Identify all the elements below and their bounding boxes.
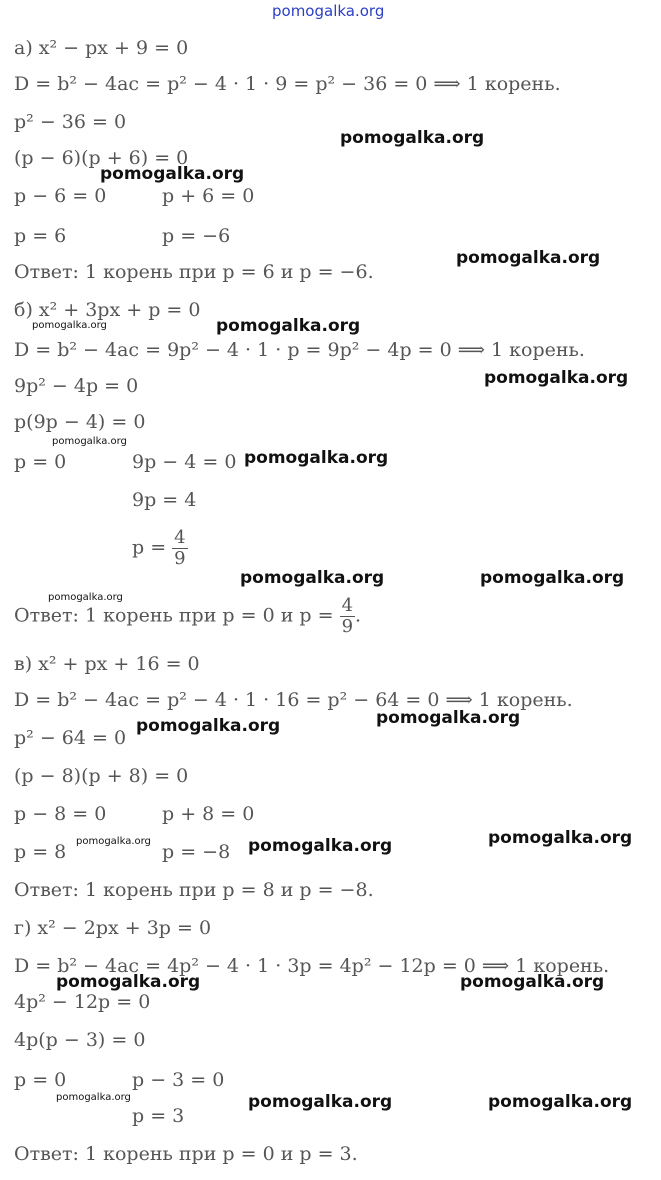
part-c-step4-left: p = 8 — [14, 841, 67, 863]
part-a-step3-right: p + 6 = 0 — [162, 185, 255, 207]
fraction-numerator: 4 — [174, 527, 186, 548]
part-b-step2: p(9p − 4) = 0 — [14, 411, 146, 433]
part-d-equation: г) x² − 2px + 3p = 0 — [14, 917, 212, 939]
watermark-header: pomogalka.org — [272, 2, 385, 20]
watermark: pomogalka.org — [340, 128, 485, 148]
watermark: pomogalka.org — [136, 716, 281, 736]
part-d-step2: 4p(p − 3) = 0 — [14, 1029, 146, 1051]
part-b-step3-left: p = 0 — [14, 451, 67, 473]
part-b-step4: 9p = 4 — [132, 489, 197, 511]
watermark: pomogalka.org — [216, 316, 361, 336]
part-d-step3-left: p = 0 — [14, 1069, 67, 1091]
part-d-discriminant: D = b² − 4ac = 4p² − 4 · 1 · 3p = 4p² − 12p = 0 ⟹ 1 корень. — [14, 955, 610, 977]
fraction-denominator: 9 — [174, 548, 186, 569]
watermark: pomogalka.org — [376, 708, 521, 728]
watermark: pomogalka.org — [248, 836, 393, 856]
fraction-numerator: 4 — [341, 595, 354, 616]
part-c-step3-right: p + 8 = 0 — [162, 803, 255, 825]
part-a-discriminant: D = b² − 4ac = p² − 4 · 1 · 9 = p² − 36 = 0 ⟹ 1 корень. — [14, 73, 561, 95]
part-b-equation: б) x² + 3px + p = 0 — [14, 299, 201, 321]
part-a-step2: (p − 6)(p + 6) = 0 — [14, 147, 189, 169]
part-d-step4: p = 3 — [132, 1105, 185, 1127]
watermark: pomogalka.org — [488, 1092, 633, 1112]
part-c-discriminant: D = b² − 4ac = p² − 4 · 1 · 16 = p² − 64 = 0 ⟹ 1 корень. — [14, 689, 573, 711]
part-a-equation: а) x² − px + 9 = 0 — [14, 37, 189, 59]
part-b-step3-right: 9p − 4 = 0 — [132, 451, 237, 473]
watermark: pomogalka.org — [48, 592, 123, 603]
part-b-step1: 9p² − 4p = 0 — [14, 375, 139, 397]
watermark: pomogalka.org — [480, 568, 625, 588]
watermark: pomogalka.org — [76, 836, 151, 847]
watermark: pomogalka.org — [488, 828, 633, 848]
part-b-step5 — [132, 528, 188, 569]
part-d-answer: Ответ: 1 корень при p = 0 и p = 3. — [14, 1143, 358, 1165]
part-a-step4-right: p = −6 — [162, 225, 231, 247]
part-a-step1: p² − 36 = 0 — [14, 111, 127, 133]
watermark: pomogalka.org — [244, 448, 389, 468]
watermark: pomogalka.org — [240, 568, 385, 588]
part-d-step1: 4p² − 12p = 0 — [14, 991, 151, 1013]
part-b-answer-fraction — [340, 596, 355, 637]
fraction-denominator: 9 — [341, 616, 354, 637]
part-b-answer-prefix: Ответ: 1 корень при p = 0 и p = — [14, 604, 340, 627]
part-a-answer: Ответ: 1 корень при p = 6 и p = −6. — [14, 261, 374, 283]
watermark: pomogalka.org — [460, 972, 605, 992]
watermark: pomogalka.org — [56, 1092, 131, 1103]
part-c-step1: p² − 64 = 0 — [14, 727, 127, 749]
watermark: pomogalka.org — [32, 320, 107, 331]
part-d-step3-right: p − 3 = 0 — [132, 1069, 225, 1091]
part-c-step4-right: p = −8 — [162, 841, 231, 863]
watermark: pomogalka.org — [100, 164, 245, 184]
watermark: pomogalka.org — [484, 368, 629, 388]
part-b-fraction — [172, 528, 187, 569]
watermark: pomogalka.org — [456, 248, 601, 268]
watermark: pomogalka.org — [56, 972, 201, 992]
part-c-equation: в) x² + px + 16 = 0 — [14, 653, 200, 675]
part-c-answer: Ответ: 1 корень при p = 8 и p = −8. — [14, 879, 374, 901]
part-c-step2: (p − 8)(p + 8) = 0 — [14, 765, 189, 787]
part-a-step4-left: p = 6 — [14, 225, 67, 247]
part-b-step5-prefix: p = — [132, 536, 173, 559]
part-b-answer-suffix: . — [355, 604, 362, 627]
watermark: pomogalka.org — [52, 436, 127, 447]
part-c-step3-left: p − 8 = 0 — [14, 803, 107, 825]
watermark: pomogalka.org — [248, 1092, 393, 1112]
part-b-discriminant: D = b² − 4ac = 9p² − 4 · 1 · p = 9p² − 4p = 0 ⟹ 1 корень. — [14, 339, 585, 361]
part-a-step3-left: p − 6 = 0 — [14, 185, 107, 207]
